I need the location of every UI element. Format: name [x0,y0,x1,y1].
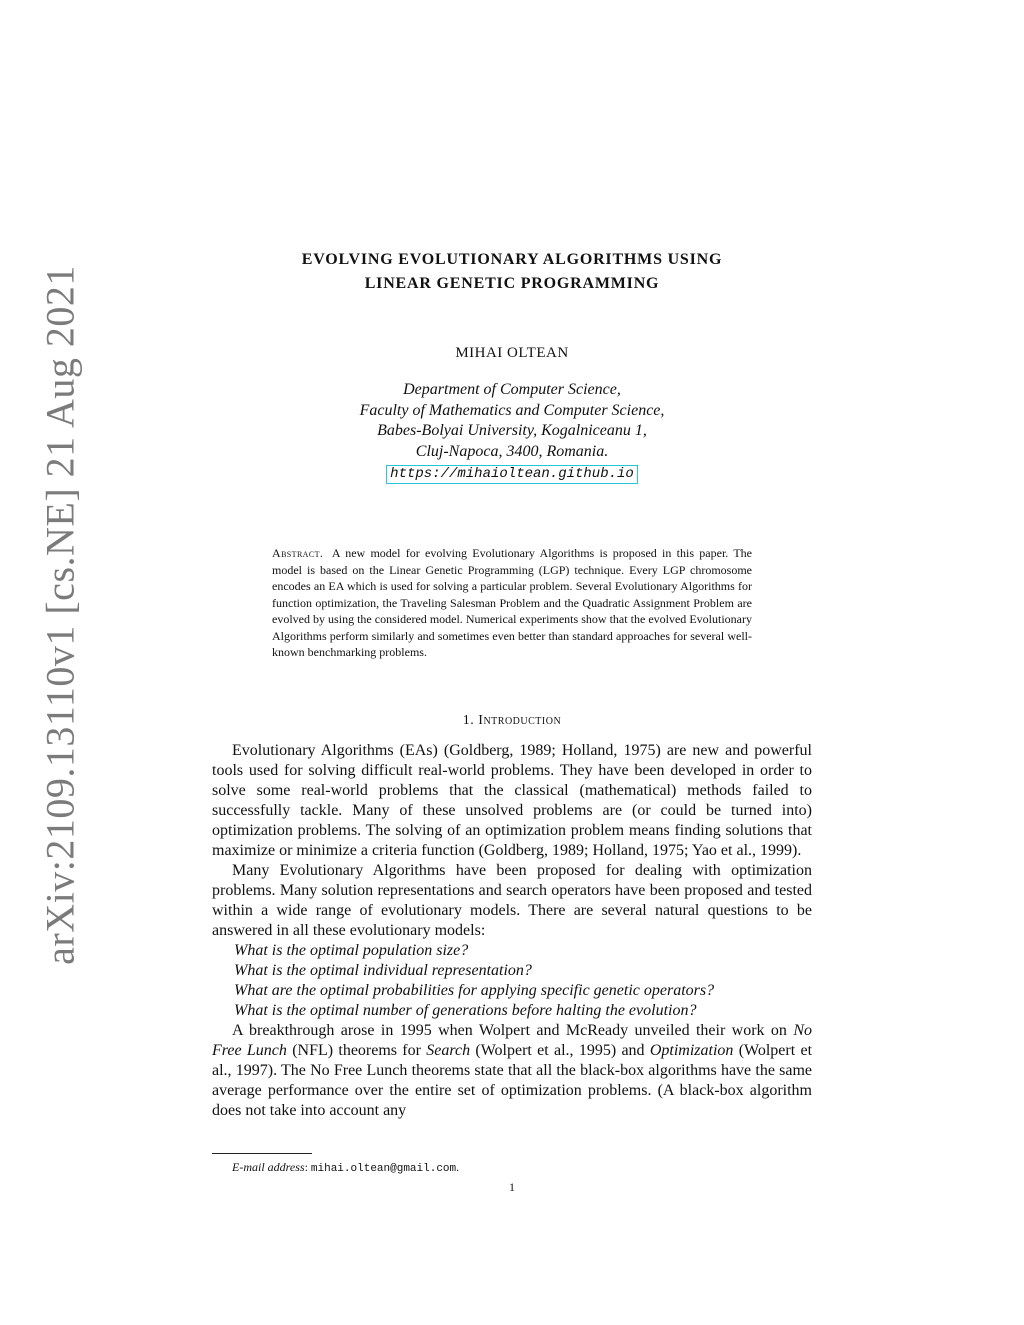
footnote-label: E-mail address [232,1160,305,1174]
arxiv-identifier: arXiv:2109.13110v1 [cs.NE] 21 Aug 2021 [37,265,83,965]
paragraph-1: Evolutionary Algorithms (EAs) (Goldberg, 1989; Holland, 1975) are new and powerful tools used for solving difficult real-world problems. They have been developed in order to solve some real-world problems that the classical (mathematical) methods failed to successfully tackle. Many of these unsolved problems are (or could be turned into) optimization problems. The solving of an optimization problem means finding solutions that maximize or minimize a criteria function (Goldberg, 1989; Holland, 1975; Yao et al., 1999). [212,742,812,859]
question-1: What is the optimal population size? [234,942,469,959]
author-name: MIHAI OLTEAN [455,345,569,361]
page-number: 1 [509,1180,515,1194]
footnote: E-mail address: mihai.oltean@gmail.com. [232,1160,460,1175]
paragraph-3 [212,1021,812,1121]
paragraph-3-text: (Wolpert et al., 1997). The No Free Lunch theorems state that all the black-box algorithms have the same average performance over the entire set of optimization problems. (A black-box algorithm does not take into account any [212,1042,813,1119]
section-title: Introduction [478,713,562,728]
abstract [272,545,752,661]
section-number: 1. [462,713,475,728]
question-2: What is the optimal individual representation? [234,962,532,979]
footnote-rule [212,1153,312,1154]
optimization-term: Optimization [649,1042,734,1059]
search-term: Search [426,1042,471,1059]
title-line-1: EVOLVING EVOLUTIONARY ALGORITHMS USING [301,251,723,268]
abstract-text: A new model for evolving Evolutionary Algorithms is proposed in this paper. The model is based on the Linear Genetic Programming (LGP) technique. Every LGP chromosome encodes an EA which is used for solving a particular problem. Several Evolutionary Algorithms for function optimization, the Traveling Salesman Problem and the Quadratic Assignment Problem are evolved by using the considered model. Numerical experiments show that the evolved Evolutionary Algorithms perform similarly and sometimes even better than standard approaches for several well-known benchmarking problems. [272,546,752,659]
no-free-lunch-term: No Free Lunch [212,1022,812,1059]
paragraph-3-text: (Wolpert et al., 1995) and [470,1042,650,1059]
body-text [212,741,812,1121]
affiliation-line-2: Faculty of Mathematics and Computer Science, [359,401,665,419]
title-line-2: LINEAR GENETIC PROGRAMMING [364,275,660,292]
paragraph-2: Many Evolutionary Algorithms have been proposed for dealing with optimization problems. Many solution representations and search operators have been proposed and tested within a wide range of evolutionary models. There are several natural questions to be answered in all these evolutionary models: [212,862,812,939]
affiliation-block [0,380,1024,484]
affiliation-line-3: Babes-Bolyai University, Kogalniceanu 1, [377,422,647,439]
paragraph-3-text: A breakthrough arose in 1995 when Wolpert and McReady unveiled their work on [232,1022,794,1039]
paper-title [0,248,1024,296]
paragraph-3-text: (NFL) theorems for [286,1042,427,1059]
abstract-heading: Abstract. [272,546,324,560]
question-4: What is the optimal number of generations before halting the evolution? [234,1002,697,1019]
section-heading [0,713,1024,729]
author-homepage-link[interactable]: https://mihaioltean.github.io [386,465,638,484]
footnote-email[interactable]: mihai.oltean@gmail.com [310,1163,457,1175]
affiliation-line-1: Department of Computer Science, [403,381,621,398]
affiliation-line-4: Cluj-Napoca, 3400, Romania. [415,442,609,460]
question-3: What are the optimal probabilities for applying specific genetic operators? [234,982,715,999]
